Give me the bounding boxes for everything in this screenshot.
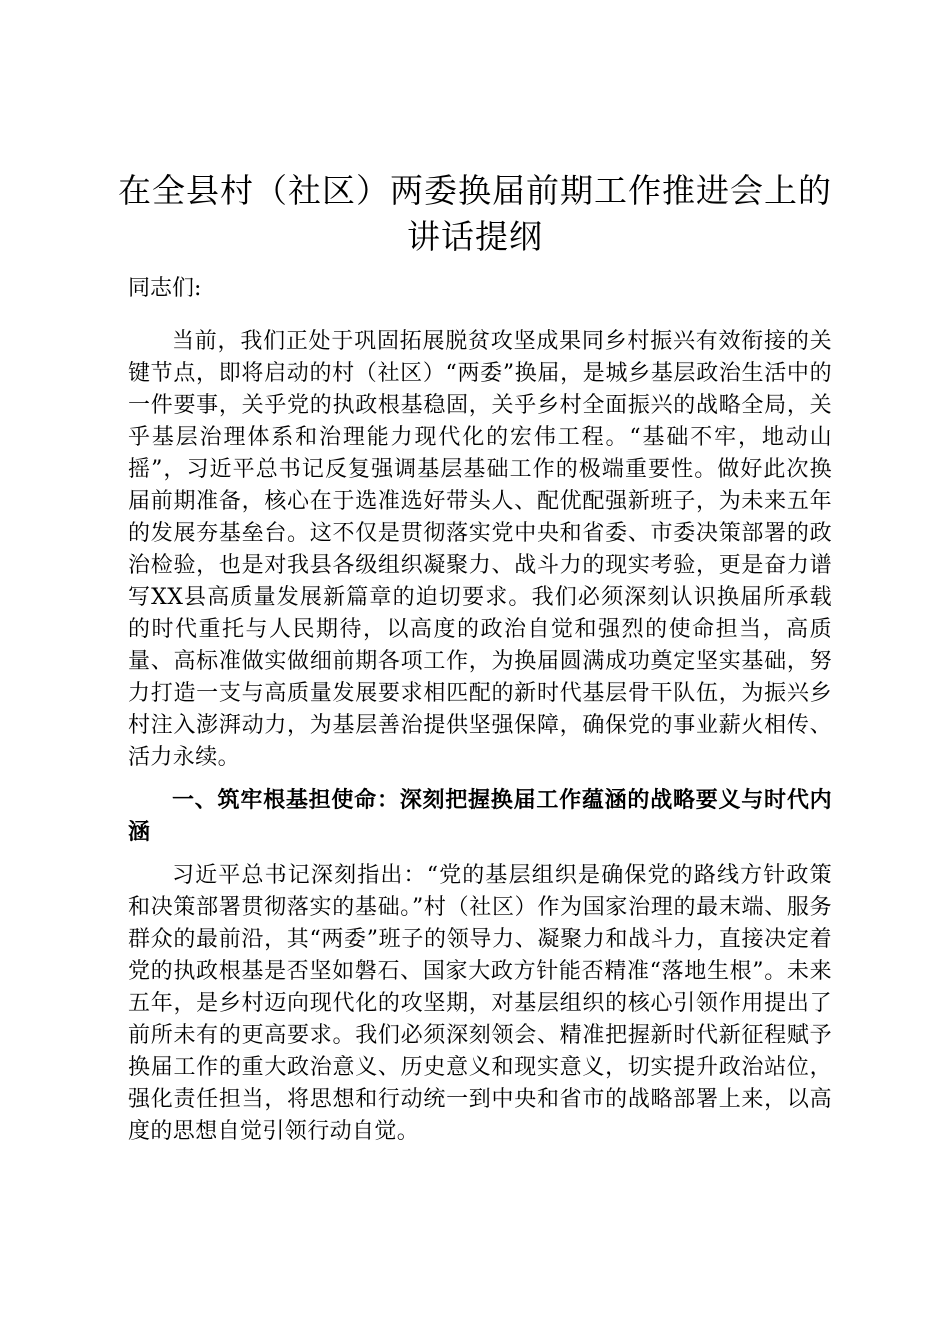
section-heading: 一、筑牢根基担使命：深刻把握换届工作蕴涵的战略要义与时代内涵 <box>128 787 832 845</box>
paragraph-intro: 当前，我们正处于巩固拓展脱贫攻坚成果同乡村振兴有效衔接的关键节点，即将启动的村（社区）“两委”换届，是城乡基层政治生活中的一件要事，关乎党的执政根基稳固，关乎乡村全面振兴的战略全局，关乎基层治理体系和治理能力现代化的宏伟工程。“基础不牢，地动山摇”，习近平总书记反复强调基层基础工作的极端重要性。做好此次换届前期准备，核心在于选准选好带头人、配优配强新班子，为未来五年的发展夯基垒台。这不仅是贯彻落实党中央和省委、市委决策部署的政治检验，也是对我县各级组织凝聚力、战斗力的现实考验，更是奋力谱写XX县高质量发展新篇章的迫切要求。我们必须深刻认识换届所承载的时代重托与人民期待，以高度的政治自觉和强烈的使命担当，高质量、高标准做实做细前期各项工作，为换届圆满成功奠定坚实基础，努力打造一支与高质量发展要求相匹配的新时代基层骨干队伍，为振兴乡村注入澎湃动力，为基层善治提供坚强保障，确保党的事业薪火相传、活力永续。 <box>128 329 832 770</box>
paragraph-section-one: 习近平总书记深刻指出：“党的基层组织是确保党的路线方针政策和决策部署贯彻落实的基础。”村（社区）作为国家治理的最末端、服务群众的最前沿，其“两委”班子的领导力、凝聚力和战斗力，直接决定着党的执政根基是否坚如磐石、国家大政方针能否精准“落地生根”。未来五年，是乡村迈向现代化的攻坚期，对基层组织的核心引领作用提出了前所未有的更高要求。我们必须深刻领会、精准把握新时代新征程赋予换届工作的重大政治意义、历史意义和现实意义，切实提升政治站位，强化责任担当，将思想和行动统一到中央和省市的战略部署上来，以高度的思想自觉引领行动自觉。 <box>128 863 832 1144</box>
salutation: 同志们: <box>128 276 202 301</box>
document-title: 在全县村（社区）两委换届前期工作推进会上的讲话提纲 <box>118 171 832 256</box>
